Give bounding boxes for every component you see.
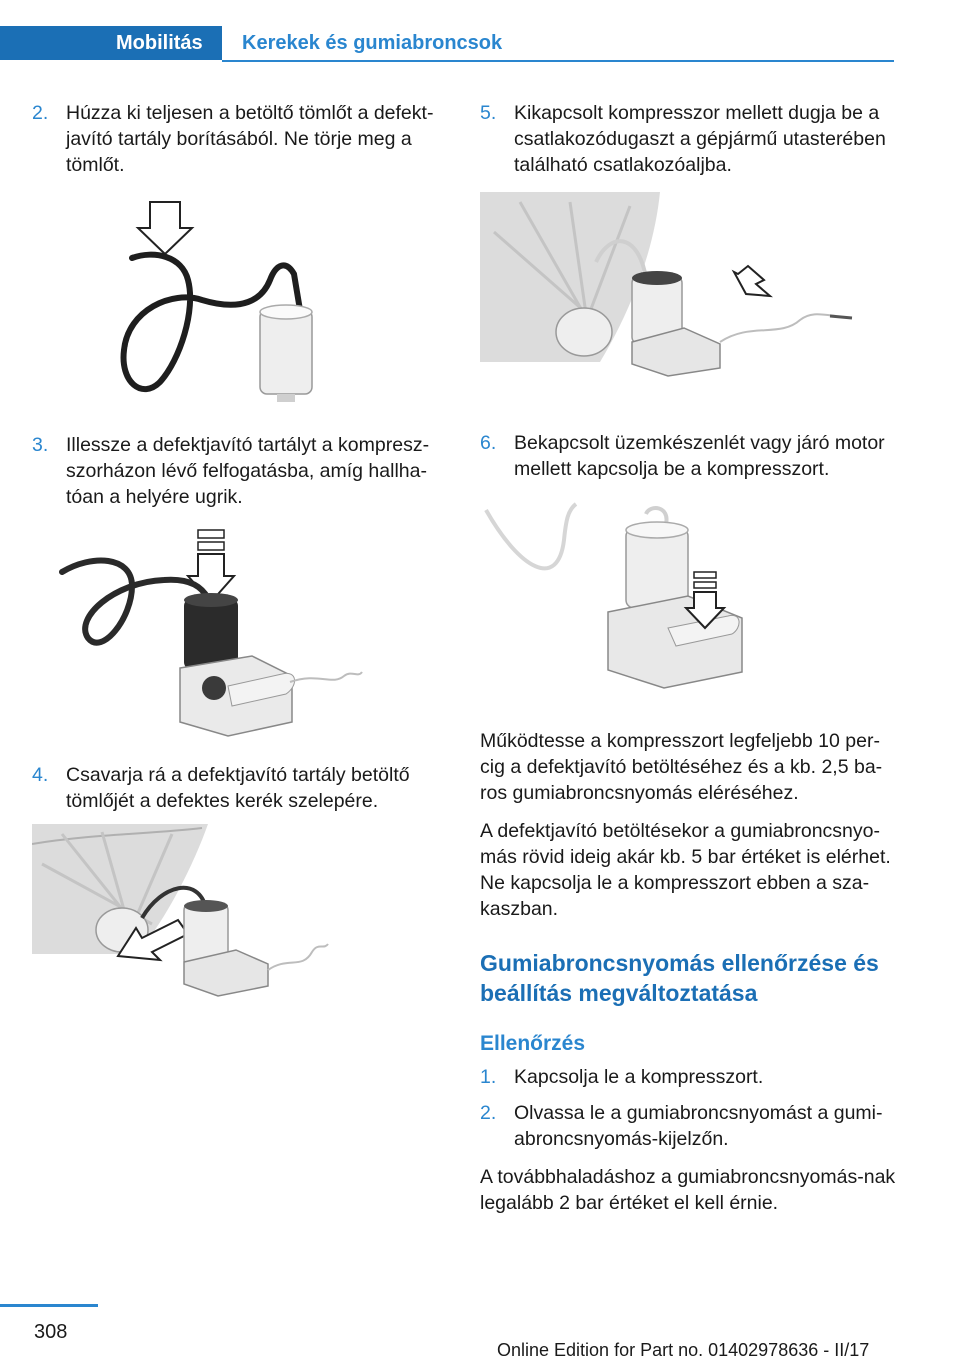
step-text: Olvassa le a gumiabroncsnyomást a gumi‐abroncsnyomás-kijelzőn.: [514, 1102, 883, 1150]
canister-insert-illustration: [32, 526, 447, 744]
plug-socket-illustration: [480, 192, 898, 378]
step-number: 5.: [480, 102, 497, 124]
paragraph: Működtesse a kompresszort legfeljebb 10 per‐cig a defektjavító betöltéséhez és a kb. 2,5 ba‐ros gumiabroncsnyomás eléréséhez.: [480, 730, 883, 804]
step-3: [32, 432, 447, 510]
subsection-heading: Ellenőrzés: [480, 1032, 586, 1055]
step-number: 6.: [480, 432, 497, 454]
step-number: 4.: [32, 764, 49, 786]
step-4: [32, 762, 447, 814]
figure-plug-socket: [480, 192, 898, 378]
step-number: 2.: [480, 1102, 497, 1124]
step-number: 2.: [32, 102, 49, 124]
step-text: Kikapcsolt kompresszor mellett dugja be a csatlakozódugaszt a gépjármű utasterében található csatlakozóaljba.: [514, 102, 886, 176]
check-step-1: [480, 1064, 898, 1090]
header-section-tab[interactable]: Mobilitás: [0, 26, 222, 60]
step-text: Bekapcsolt üzemkészenlét vagy járó motor mellett kapcsolja be a kompresszort.: [514, 432, 885, 480]
figure-canister-insert: [32, 526, 447, 744]
valve-connect-illustration: [32, 824, 447, 1002]
left-column: [32, 100, 447, 1002]
page-header: [0, 0, 960, 64]
figure-hose-pull: [32, 200, 447, 408]
figure-valve-connect: [32, 824, 447, 1002]
header-underline: [222, 60, 894, 62]
section-heading: Gumiabroncsnyomás ellenőrzése és beállítás megváltoztatása: [480, 950, 879, 1006]
body-text-block: [480, 728, 898, 922]
check-step-2: [480, 1100, 898, 1152]
step-number: 1.: [480, 1066, 497, 1088]
header-subsection-tab[interactable]: Kerekek és gumiabroncsok: [242, 32, 503, 54]
step-6: [480, 430, 898, 482]
paragraph: A defektjavító betöltésekor a gumiabroncsnyo‐más rövid ideig akár kb. 5 bar értéket is elérhet. Ne kapcsolja le a kompresszort ebben a sza‐kaszban.: [480, 820, 891, 920]
right-column: [480, 100, 898, 1216]
step-number: 3.: [32, 434, 49, 456]
final-paragraph: A továbbhaladáshoz a gumiabroncsnyomás‐nak legalább 2 bar értéket el kell érnie.: [480, 1166, 896, 1214]
step-text: Húzza ki teljesen a betöltő tömlőt a defekt‐javító tartály borításából. Ne törje meg a tömlőt.: [66, 102, 434, 176]
figure-compressor-on: [480, 500, 898, 696]
step-5: [480, 100, 898, 178]
step-text: Illessze a defektjavító tartályt a kompresz‐szorházon lévő felfogatásba, amíg hallha‐tóan a helyére ugrik.: [66, 434, 430, 508]
hose-pull-illustration: [32, 200, 447, 408]
step-2: [32, 100, 447, 178]
page-number-rule: [0, 1304, 98, 1307]
compressor-on-illustration: [480, 500, 898, 696]
step-text: Csavarja rá a defektjavító tartály betöltő tömlőjét a defektes kerék szelepére.: [66, 764, 410, 812]
step-text: Kapcsolja le a kompresszort.: [514, 1066, 764, 1088]
edition-footer: Online Edition for Part no. 01402978636 - II/17: [497, 1340, 870, 1360]
page-number: 308: [34, 1321, 68, 1343]
